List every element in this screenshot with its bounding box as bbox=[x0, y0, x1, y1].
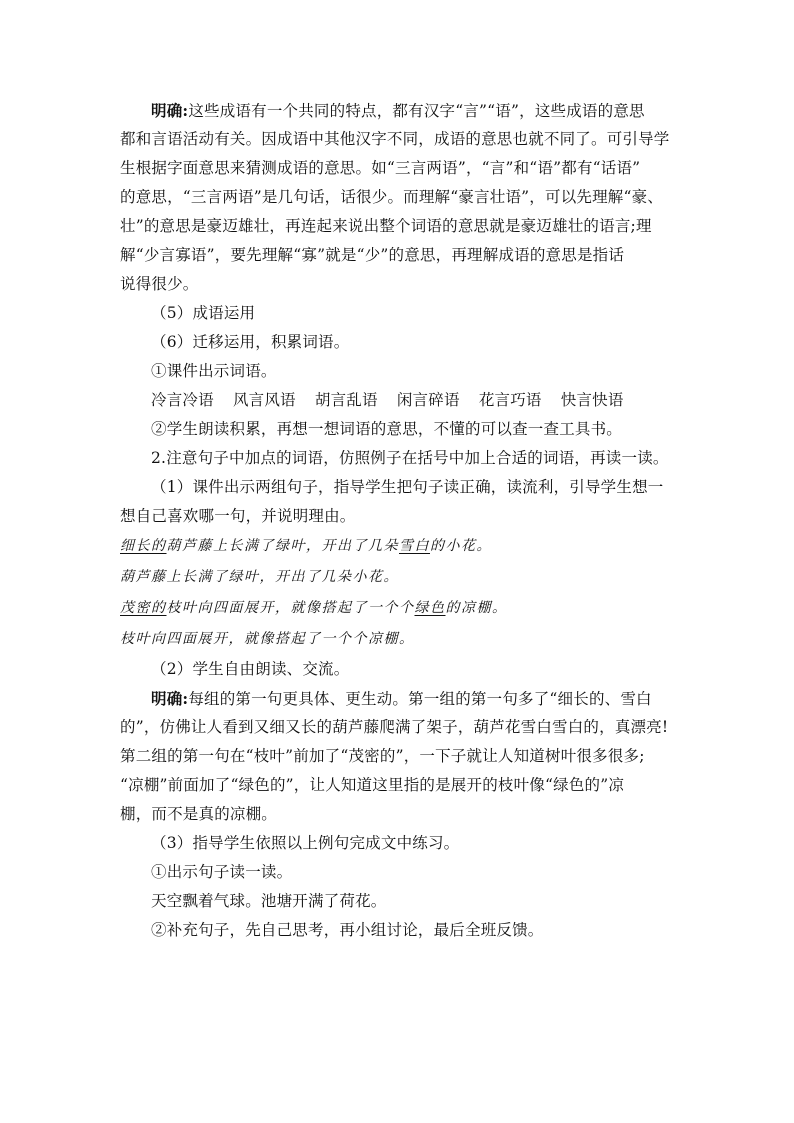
example-line: 天空飘着气球。池塘开满了荷花。 bbox=[151, 892, 387, 910]
paragraph-line: 壮”的意思是豪迈雄壮，再连起来说出整个词语的意思就是豪迈雄壮的语言;理 bbox=[120, 217, 652, 235]
sentence-text: 葫芦藤上长满了绿叶，开出了几朵 bbox=[166, 538, 399, 554]
paragraph-line: 都和言语活动有关。因成语中其他汉字不同，成语的意思也就不同了。可引导学 bbox=[120, 130, 670, 148]
paragraph-line: 第二组的第一句在“枝叶”前加了“茂密的”，一下子就让人知道树叶很多很多; bbox=[120, 747, 645, 765]
example-sentence: 葫芦藤上长满了绿叶，开出了几朵小花。 bbox=[120, 569, 399, 585]
word-list bbox=[120, 386, 680, 415]
step-1: ①出示句子读一读。 bbox=[151, 863, 293, 881]
emphasis-lead: 明确: bbox=[151, 101, 189, 120]
word-item: 闲言碎语 bbox=[396, 391, 460, 409]
underlined-word: 茂密的 bbox=[120, 600, 167, 616]
task-2: 2.注意句子中加点的词语，仿照例子在括号中加上合适的词语，再读一读。 bbox=[151, 449, 669, 467]
example-sentence bbox=[120, 531, 680, 562]
step-1: ①课件出示词语。 bbox=[151, 362, 277, 380]
sentence-text: 的小花。 bbox=[430, 538, 492, 554]
step-2: ②学生朗读积累，再想一想词语的意思，不懂的可以查一查工具书。 bbox=[151, 420, 623, 438]
step-2: ②补充句子，先自己思考，再小组讨论，最后全班反馈。 bbox=[151, 921, 544, 939]
text: 每组的第一句更具体、更生动。第一组的第一句多了“细长的、雪白 bbox=[188, 690, 652, 708]
word-item: 快言快语 bbox=[560, 391, 624, 409]
text: 这些成语有一个共同的特点，都有汉字“言”“语”，这些成语的意思 bbox=[188, 102, 645, 120]
example-sentence bbox=[120, 593, 680, 624]
emphasis-lead: 明确: bbox=[151, 689, 189, 708]
point-3: （3）指导学生依照以上例句完成文中练习。 bbox=[151, 834, 460, 852]
sentence-text: 枝叶向四面展开，就像搭起了一个个 bbox=[166, 600, 415, 616]
underlined-word: 雪白 bbox=[399, 538, 430, 554]
word-item: 胡言乱语 bbox=[314, 391, 378, 409]
point-1-cont: 想自己喜欢哪一句，并说明理由。 bbox=[120, 507, 356, 525]
word-item: 花言巧语 bbox=[478, 391, 542, 409]
sentence-text: 的凉棚。 bbox=[445, 600, 508, 616]
item-5: （5）成语运用 bbox=[151, 304, 256, 322]
paragraph-line bbox=[120, 96, 680, 125]
point-2: （2）学生自由朗读、交流。 bbox=[151, 660, 350, 678]
paragraph-line: 的意思，“三言两语”是几句话，话很少。而理解“豪言壮语”，可以先理解“豪、 bbox=[120, 188, 664, 206]
paragraph-line: 解“少言寡语”，要先理解“寡”就是“少”的意思，再理解成语的意思是指话 bbox=[120, 246, 625, 264]
paragraph-line: “凉棚”前面加了“绿色的”，让人知道这里指的是展开的枝叶像“绿色的”凉 bbox=[120, 776, 625, 794]
document-page bbox=[120, 96, 680, 945]
paragraph-line: 说得很少。 bbox=[120, 275, 199, 293]
paragraph-line: 的”，仿佛让人看到又细又长的葫芦藤爬满了架子，葫芦花雪白雪白的，真漂亮! bbox=[120, 718, 669, 736]
underlined-word: 细长的 bbox=[120, 538, 167, 554]
paragraph-line bbox=[120, 684, 680, 713]
item-6: （6）迁移运用，积累词语。 bbox=[151, 333, 350, 351]
word-item: 风言风语 bbox=[232, 391, 296, 409]
underlined-word: 绿色 bbox=[414, 600, 446, 616]
paragraph-line: 棚，而不是真的凉棚。 bbox=[120, 805, 278, 823]
point-1: （1）课件出示两组句子，指导学生把句子读正确，读流利，引导学生想一 bbox=[151, 478, 664, 496]
paragraph-line: 生根据字面意思来猜测成语的意思。如“三言两语”，“言”和“语”都有“话语” bbox=[120, 159, 641, 177]
example-sentence: 枝叶向四面展开，就像搭起了一个个凉棚。 bbox=[120, 631, 415, 647]
word-item: 冷言冷语 bbox=[151, 391, 214, 409]
